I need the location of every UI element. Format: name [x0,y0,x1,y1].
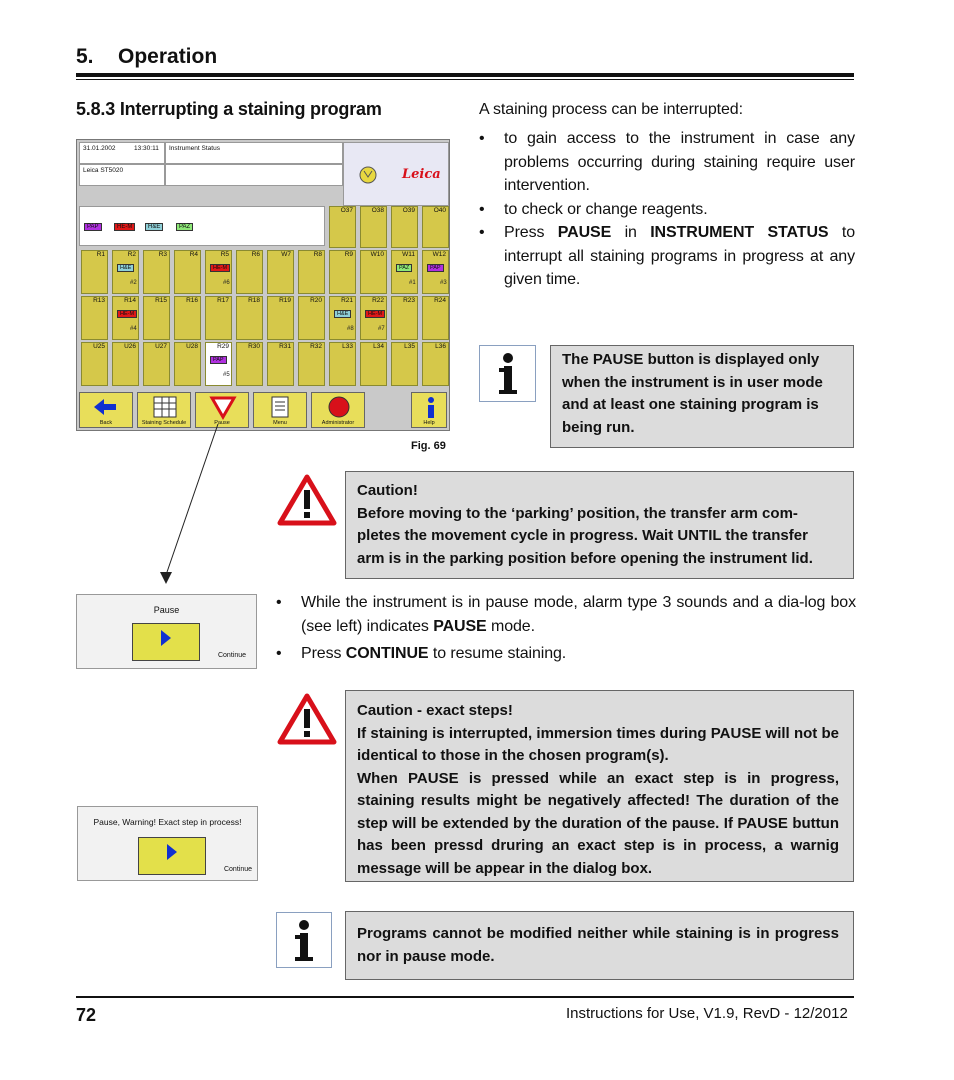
bath-slot: R9 [329,250,356,294]
button-label: Help [423,420,435,426]
bath-slot: R8 [298,250,325,294]
play-icon [133,624,199,652]
bath-slot: W11 [391,250,418,294]
bath-slot: L35 [391,342,418,386]
list-item: • to gain access to the instrument in case any problems occurring during staining require user intervention. [479,127,855,198]
caution-title: Caution! [357,482,418,499]
bath-slot: R23 [391,296,418,340]
help-button[interactable] [411,392,447,428]
bath-slot: W10 [360,250,387,294]
pause-dialog [76,594,257,669]
back-button[interactable] [79,392,133,428]
time-field: 13:30:11 [131,142,165,164]
info-icon-box [479,345,536,402]
button-label: Menu [273,420,287,426]
bath-slot: U27 [143,342,170,386]
list-item: • to check or change reagents. [479,198,855,222]
program-tag: PAZ [176,223,193,231]
play-icon [139,838,205,866]
button-label: Staining Schedule [141,420,187,426]
date-field: 31.01.2002 [79,142,165,164]
pause-warning-dialog [77,806,258,881]
bath-slot: W12 [422,250,449,294]
bath-slot: R21 [329,296,356,340]
arrow-left-icon [80,393,134,421]
page-number: 72 [76,1005,97,1025]
program-tag: PAP [210,356,227,364]
bath-slot: R17 [205,296,232,340]
bath-slot: R30 [236,342,263,386]
run-number: #7 [378,326,385,332]
button-label: Pause [214,420,230,426]
bath-slot: R6 [236,250,263,294]
bath-slot: R3 [143,250,170,294]
instrument-status-screenshot [76,139,450,431]
robot-arm-icon [358,165,378,185]
bath-slot: O37 [329,206,356,248]
bath-slot: W7 [267,250,294,294]
continue-button[interactable]: Continue [138,837,206,875]
list-item: • Press PAUSE in INSTRUMENT STATUS to interrupt all staining programs in progress at any given time. [479,221,855,292]
dialog-title: Pause [153,605,180,615]
logo-panel [343,142,449,206]
program-tag: PAZ [396,264,412,272]
caution-text: Before moving to the ‘parking’ position, the transfer arm com-pletes the movement cycle in progress. Wait UNTIL the transfer arm is in the parking position before opening the instrument lid. [357,504,813,567]
caution-transfer-arm [345,471,854,579]
document-version: Instructions for Use, V1.9, RevD - 12/2012 [566,1005,848,1022]
continue-button[interactable]: Continue [132,623,200,661]
bath-slot: O40 [422,206,449,248]
run-number: #4 [130,326,137,332]
program-tag: H&E [117,264,134,272]
dialog-title: Pause, Warning! Exact step in process! [93,817,242,827]
administrator-button[interactable] [311,392,365,428]
bath-slot: R14 [112,296,139,340]
info-icon [480,346,535,401]
chapter-number: 5. [76,45,94,68]
leica-logo: Leica [402,167,441,182]
pause-triangle-icon [196,393,250,421]
bath-slot: R29 [205,342,232,386]
warning-icon [276,473,338,527]
bath-slot: U25 [81,342,108,386]
section-title: 5.8.3 Interrupting a staining program [76,99,382,119]
bath-slot: R18 [236,296,263,340]
figure-caption: Fig. 69 [411,440,446,452]
administrator-icon [312,393,366,421]
bath-slot: R19 [267,296,294,340]
caution-text: If staining is interrupted, immersion times during PAUSE will not be identical to those in the chosen program(s). [357,724,839,764]
program-tag: H&E [145,223,163,231]
header-rule [76,73,854,77]
program-tag: HE-M [114,223,135,231]
info-icon [277,913,331,967]
bath-slot: R4 [174,250,201,294]
pause-mode-list [276,591,856,666]
bath-slot: O38 [360,206,387,248]
chapter-name: Operation [118,45,218,68]
program-legend [79,206,325,246]
info-icon-box [276,912,332,968]
bath-slot: R31 [267,342,294,386]
bath-slot: R13 [81,296,108,340]
bath-slot: R1 [81,250,108,294]
run-number: #3 [440,280,447,286]
mode-field: Instrument Status [165,142,343,164]
bath-slot: L34 [360,342,387,386]
bath-slot: R22 [360,296,387,340]
note-programs-locked: Programs cannot be modified neither while staining is in progress nor in pause mode. [345,911,854,980]
button-label: Back [99,420,113,426]
intro-text: A staining process can be interrupted: [479,101,743,118]
list-item: • While the instrument is in pause mode, alarm type 3 sounds and a dia-log box (see left) indicates PAUSE mode. [276,591,856,638]
menu-button[interactable] [253,392,307,428]
status-field [165,164,343,186]
warning-icon [276,692,338,746]
program-tag: PAP [427,264,444,272]
bath-slot: R20 [298,296,325,340]
program-tag: HE-M [365,310,385,318]
run-number: #2 [130,280,137,286]
program-tag: PAP [84,223,102,231]
bath-slot: R24 [422,296,449,340]
bath-slot: U26 [112,342,139,386]
notepad-icon [254,393,308,421]
bath-slot: R15 [143,296,170,340]
bath-slot: U28 [174,342,201,386]
callout-arrow [150,420,230,585]
calendar-grid-icon [138,393,192,421]
caution-exact-steps [345,690,854,882]
bath-slot: L36 [422,342,449,386]
bath-slot: R5 [205,250,232,294]
note-pause-button: The PAUSE button is displayed only when the instrument is in user mode and at least one staining program is being run. [550,345,854,448]
run-number: #8 [347,326,354,332]
caution-text: When PAUSE is pressed while an exact step is in progress, staining results might be negatively affected! The duration of the step will be extended by the duration of the pause. If PAUSE buttun has been pressd druring an exact step is in process, a warnig message will be appear in the dialog box. [357,769,839,877]
device-field: Leica ST5020 [79,164,165,186]
bath-slot: L33 [329,342,356,386]
bath-slot: R16 [174,296,201,340]
bath-slot: O39 [391,206,418,248]
button-label: Administrator [321,420,355,426]
bath-slot: R32 [298,342,325,386]
help-info-icon [412,393,448,421]
run-number: #5 [223,372,230,378]
list-item: • Press CONTINUE to resume staining. [276,642,856,666]
program-tag: HE-M [210,264,230,272]
run-number: #6 [223,280,230,286]
program-tag: HE-M [117,310,137,318]
interrupt-reasons-list [479,127,855,292]
footer-rule [76,996,854,998]
header-rule-thin [76,79,854,80]
chapter-title [76,45,217,69]
program-tag: H&E [334,310,351,318]
caution-title: Caution - exact steps! [357,702,513,719]
run-number: #1 [409,280,416,286]
bath-slot: R2 [112,250,139,294]
